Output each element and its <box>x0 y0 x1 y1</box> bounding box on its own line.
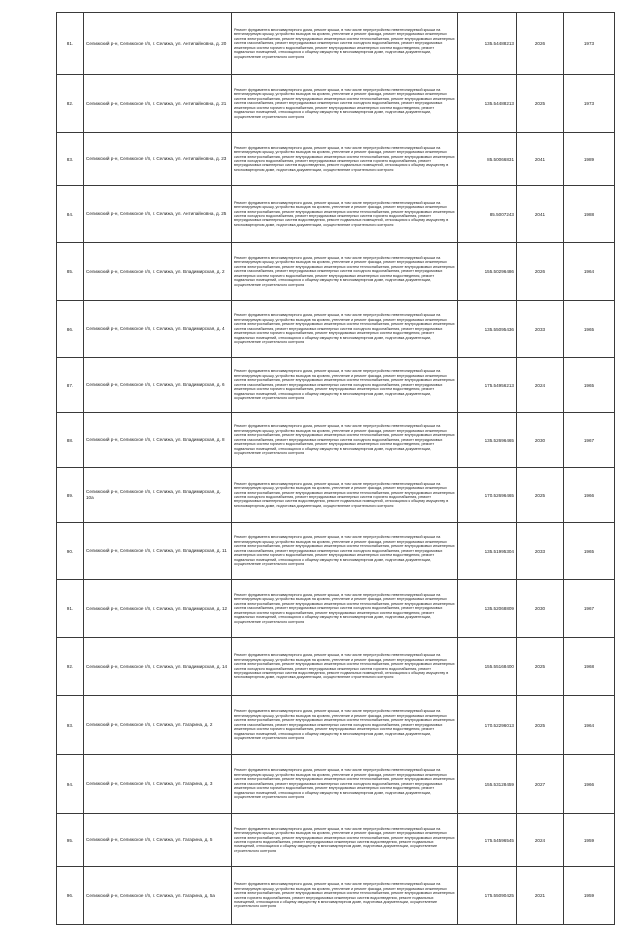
table-row <box>57 696 615 755</box>
repair-year: 2033 <box>517 301 564 358</box>
repair-works: Ремонт фундамента многоквартирного дома, ремонт крыши, в том числе переустройство невентилируемой крыши на вентилируемую крышу, устройство выходов на кровлю, утепление и ремонт фасада, ремонт внутридомовых инженерных систем электроснабжения, ремонт внутридомовых инженерных систем теплоснабжения, ремонт внутридомовых инженерных систем газоснабжения, ремонт внутридомовых инженерных систем холодного водоснабжения, ремонт внутридомовых инженерных систем горячего водоснабжения, ремонт внутридомовых инженерных систем водоотведения, ремонт подвальных помещений, относящихся к общему имуществу в многоквартирном доме, подготовка документации, осуществление строительного контроля <box>232 75 458 133</box>
row-number: 86. <box>57 301 84 358</box>
table-row <box>57 301 615 358</box>
row-number: 93. <box>57 696 84 755</box>
repair-year: 2030 <box>517 580 564 638</box>
construction-year: 1964 <box>564 696 615 755</box>
construction-year: 1966 <box>564 755 615 814</box>
construction-year: 1965 <box>564 358 615 413</box>
table-row <box>57 523 615 580</box>
repair-cost: 170.52296013 <box>458 696 517 755</box>
table-row <box>57 13 615 75</box>
repair-works: Ремонт фундамента многоквартирного дома, ремонт крыши, в том числе переустройство невентилируемой крыши на вентилируемую крышу, устройство выходов на кровлю, утепление и ремонт фасада, ремонт внутридомовых инженерных систем электроснабжения, ремонт внутридомовых инженерных систем теплоснабжения, ремонт внутридомовых инженерных систем газоснабжения, ремонт внутридомовых инженерных систем холодного водоснабжения, ремонт внутридомовых инженерных систем горячего водоснабжения, ремонт внутридомовых инженерных систем водоотведения, ремонт подвальных помещений, относящихся к общему имуществу в многоквартирном доме, подготовка документации, осуществление строительного контроля <box>232 358 458 413</box>
construction-year: 1959 <box>564 814 615 867</box>
repair-year: 2021 <box>517 867 564 925</box>
repair-year: 2025 <box>517 75 564 133</box>
house-address: Селижский р-н, Селижское г/п, г. Селижа, ул. Гагарина, д. 3 <box>84 755 232 814</box>
house-address: Селижский р-н, Селижское г/п, г. Селижа, ул. Владимирская, д. 4 <box>84 301 232 358</box>
row-number: 81. <box>57 13 84 75</box>
house-address: Селижский р-н, Селижское г/п, г. Селижа, ул. Владимирская, д. 11 <box>84 523 232 580</box>
repair-cost: 175.54596545 <box>458 814 517 867</box>
row-number: 89. <box>57 468 84 523</box>
house-address: Селижский р-н, Селижское г/п, г. Селижа, ул. Владимирская, д. 14 <box>84 638 232 696</box>
house-address: Селижский р-н, Селижское г/п, г. Селижа, ул. Гагарина, д. 2 <box>84 696 232 755</box>
repair-cost: 135.51995304 <box>458 523 517 580</box>
table-row <box>57 413 615 468</box>
repair-year: 2025 <box>517 468 564 523</box>
house-address: Селижский р-н, Селижское г/п, г. Селижа, ул. Антипайновна, д. 25 <box>84 186 232 243</box>
house-address: Селижский р-н, Селижское г/п, г. Селижа, ул. Владимирская, д. 12 <box>84 580 232 638</box>
repair-year: 2024 <box>517 814 564 867</box>
repair-works: Ремонт фундамента многоквартирного дома, ремонт крыши, в том числе переустройство невентилируемой крыши на вентилируемую крышу, устройство выходов на кровлю, утепление и ремонт фасада, ремонт внутридомовых инженерных систем электроснабжения, ремонт внутридомовых инженерных систем теплоснабжения, ремонт внутридомовых инженерных систем горячего водоснабжения, ремонт внутридомовых инженерных систем водоотведения, ремонт подвальных помещений, относящихся к общему имуществу в многоквартирном доме, подготовка документации, осуществление строительного контроля <box>232 867 458 925</box>
repair-works: Ремонт фундамента многоквартирного дома, ремонт крыши, в том числе переустройство невентилируемой крыши на вентилируемую крышу, устройство выходов на кровлю, утепление и ремонт фасада, ремонт внутридомовых инженерных систем электроснабжения, ремонт внутридомовых инженерных систем теплоснабжения, ремонт внутридомовых инженерных систем газоснабжения, ремонт внутридомовых инженерных систем холодного водоснабжения, ремонт внутридомовых инженерных систем горячего водоснабжения, ремонт внутридомовых инженерных систем водоотведения, ремонт подвальных помещений, относящихся к общему имуществу в многоквартирном доме, подготовка документации, осуществление строительного контроля <box>232 696 458 755</box>
repair-works: Ремонт фундамента многоквартирного дома, ремонт крыши, в том числе переустройство невентилируемой крыши на вентилируемую крышу, устройство выходов на кровлю, утепление и ремонт фасада, ремонт внутридомовых инженерных систем электроснабжения, ремонт внутридомовых инженерных систем теплоснабжения, ремонт внутридомовых инженерных систем холодного водоснабжения, ремонт внутридомовых инженерных систем горячего водоснабжения, ремонт внутридомовых инженерных систем водоотведения, ремонт подвальных помещений, относящихся к общему имуществу в многоквартирном доме, подготовка документации, осуществление строительного контроля <box>232 186 458 243</box>
construction-year: 1966 <box>564 468 615 523</box>
repair-year: 2041 <box>517 186 564 243</box>
repair-year: 2026 <box>517 243 564 301</box>
row-number: 87. <box>57 358 84 413</box>
repair-works: Ремонт фундамента многоквартирного дома, ремонт крыши, в том числе переустройство невентилируемой крыши на вентилируемую крышу, устройство выходов на кровлю, утепление и ремонт фасада, ремонт внутридомовых инженерных систем электроснабжения, ремонт внутридомовых инженерных систем теплоснабжения, ремонт внутридомовых инженерных систем холодного водоснабжения, ремонт внутридомовых инженерных систем горячего водоснабжения, ремонт внутридомовых инженерных систем водоотведения, ремонт подвальных помещений, относящихся к общему имуществу в многоквартирном доме, подготовка документации, осуществление строительного контроля <box>232 468 458 523</box>
house-address: Селижский р-н, Селижское г/п, г. Селижа, ул. Антипайновна, д. 23 <box>84 133 232 186</box>
construction-year: 1967 <box>564 413 615 468</box>
repair-year: 2024 <box>517 358 564 413</box>
repair-cost: 85.50066831 <box>458 133 517 186</box>
table-row <box>57 638 615 696</box>
row-number: 95. <box>57 814 84 867</box>
row-number: 90. <box>57 523 84 580</box>
house-address: Селижский р-н, Селижское г/п, г. Селижа, ул. Антипайновна, д. 20 <box>84 13 232 75</box>
table-row <box>57 75 615 133</box>
repair-works: Ремонт фундамента многоквартирного дома, ремонт крыши, в том числе переустройство невентилируемой крыши на вентилируемую крышу, устройство выходов на кровлю, утепление и ремонт фасада, ремонт внутридомовых инженерных систем электроснабжения, ремонт внутридомовых инженерных систем теплоснабжения, ремонт внутридомовых инженерных систем газоснабжения, ремонт внутридомовых инженерных систем холодного водоснабжения, ремонт внутридомовых инженерных систем горячего водоснабжения, ремонт внутридомовых инженерных систем водоотведения, ремонт подвальных помещений, относящихся к общему имуществу в многоквартирном доме, подготовка документации, осуществление строительного контроля <box>232 755 458 814</box>
table-row <box>57 133 615 186</box>
table-row <box>57 358 615 413</box>
row-number: 82. <box>57 75 84 133</box>
repair-cost: 175.55090425 <box>458 867 517 925</box>
table-row <box>57 867 615 925</box>
repair-cost: 175.54956213 <box>458 358 517 413</box>
repair-year: 2027 <box>517 755 564 814</box>
repair-works: Ремонт фундамента многоквартирного дома, ремонт крыши, в том числе переустройство невентилируемой крыши на вентилируемую крышу, устройство выходов на кровлю, утепление и ремонт фасада, ремонт внутридомовых инженерных систем электроснабжения, ремонт внутридомовых инженерных систем теплоснабжения, ремонт внутридомовых инженерных систем газоснабжения, ремонт внутридомовых инженерных систем холодного водоснабжения, ремонт внутридомовых инженерных систем горячего водоснабжения, ремонт внутридомовых инженерных систем водоотведения, ремонт подвальных помещений, относящихся к общему имуществу в многоквартирном доме, подготовка документации, осуществление строительного контроля <box>232 301 458 358</box>
repair-year: 2041 <box>517 133 564 186</box>
house-address: Селижский р-н, Селижское г/п, г. Селижа, ул. Гагарина, д. 5 <box>84 814 232 867</box>
construction-year: 1965 <box>564 523 615 580</box>
construction-year: 1965 <box>564 301 615 358</box>
table-row <box>57 243 615 301</box>
repair-cost: 155.53128459 <box>458 755 517 814</box>
house-address: Селижский р-н, Селижское г/п, г. Селижа, ул. Владимирская, д. 10а <box>84 468 232 523</box>
repair-works: Ремонт фундамента многоквартирного дома, ремонт крыши, в том числе переустройство невентилируемой крыши на вентилируемую крышу, устройство выходов на кровлю, утепление и ремонт фасада, ремонт внутридомовых инженерных систем электроснабжения, ремонт внутридомовых инженерных систем теплоснабжения, ремонт внутридомовых инженерных систем газоснабжения, ремонт внутридомовых инженерных систем холодного водоснабжения, ремонт внутридомовых инженерных систем горячего водоснабжения, ремонт внутридомовых инженерных систем водоотведения, ремонт подвальных помещений, относящихся к общему имуществу в многоквартирном доме, подготовка документации, осуществление строительного контроля <box>232 523 458 580</box>
repair-works: Ремонт фундамента многоквартирного дома, ремонт крыши, в том числе переустройство невентилируемой крыши на вентилируемую крышу, устройство выходов на кровлю, утепление и ремонт фасада, ремонт внутридомовых инженерных систем электроснабжения, ремонт внутридомовых инженерных систем теплоснабжения, ремонт внутридомовых инженерных систем газоснабжения, ремонт внутридомовых инженерных систем холодного водоснабжения, ремонт внутридомовых инженерных систем горячего водоснабжения, ремонт внутридомовых инженерных систем водоотведения, ремонт подвальных помещений, относящихся к общему имуществу в многоквартирном доме, подготовка документации, осуществление строительного контроля <box>232 13 458 75</box>
repair-cost: 135.54488213 <box>458 13 517 75</box>
table-row <box>57 814 615 867</box>
table-body <box>57 13 615 925</box>
house-address: Селижский р-н, Селижское г/п, г. Селижа, ул. Антипайновна, д. 21 <box>84 75 232 133</box>
house-address: Селижский р-н, Селижское г/п, г. Селижа, ул. Владимирская, д. 6 <box>84 358 232 413</box>
repair-cost: 135.52696465 <box>458 413 517 468</box>
row-number: 83. <box>57 133 84 186</box>
house-address: Селижский р-н, Селижское г/п, г. Селижа, ул. Гагарина, д. 5а <box>84 867 232 925</box>
repair-cost: 85.5007243 <box>458 186 517 243</box>
repair-year: 2025 <box>517 696 564 755</box>
row-number: 85. <box>57 243 84 301</box>
row-number: 92. <box>57 638 84 696</box>
row-number: 91. <box>57 580 84 638</box>
repair-cost: 135.54488213 <box>458 75 517 133</box>
table-row <box>57 755 615 814</box>
repair-works: Ремонт фундамента многоквартирного дома, ремонт крыши, в том числе переустройство невентилируемой крыши на вентилируемую крышу, устройство выходов на кровлю, утепление и ремонт фасада, ремонт внутридомовых инженерных систем электроснабжения, ремонт внутридомовых инженерных систем теплоснабжения, ремонт внутридомовых инженерных систем газоснабжения, ремонт внутридомовых инженерных систем холодного водоснабжения, ремонт внутридомовых инженерных систем горячего водоснабжения, ремонт внутридомовых инженерных систем водоотведения, ремонт подвальных помещений, относящихся к общему имуществу в многоквартирном доме, подготовка документации, осуществление строительного контроля <box>232 580 458 638</box>
repair-year: 2025 <box>517 638 564 696</box>
construction-year: 1989 <box>564 133 615 186</box>
row-number: 88. <box>57 413 84 468</box>
table-row <box>57 186 615 243</box>
construction-year: 1964 <box>564 243 615 301</box>
house-address: Селижский р-н, Селижское г/п, г. Селижа, ул. Владимирская, д. 2 <box>84 243 232 301</box>
construction-year: 1959 <box>564 867 615 925</box>
repair-cost: 135.52068809 <box>458 580 517 638</box>
repair-works: Ремонт фундамента многоквартирного дома, ремонт крыши, в том числе переустройство невентилируемой крыши на вентилируемую крышу, устройство выходов на кровлю, утепление и ремонт фасада, ремонт внутридомовых инженерных систем электроснабжения, ремонт внутридомовых инженерных систем теплоснабжения, ремонт внутридомовых инженерных систем газоснабжения, ремонт внутридомовых инженерных систем холодного водоснабжения, ремонт внутридомовых инженерных систем горячего водоснабжения, ремонт внутридомовых инженерных систем водоотведения, ремонт подвальных помещений, относящихся к общему имуществу в многоквартирном доме, подготовка документации, осуществление строительного контроля <box>232 243 458 301</box>
repair-year: 2033 <box>517 523 564 580</box>
table-row <box>57 580 615 638</box>
row-number: 84. <box>57 186 84 243</box>
repair-cost: 170.52696465 <box>458 468 517 523</box>
repair-works: Ремонт фундамента многоквартирного дома, ремонт крыши, в том числе переустройство невентилируемой крыши на вентилируемую крышу, устройство выходов на кровлю, утепление и ремонт фасада, ремонт внутридомовых инженерных систем электроснабжения, ремонт внутридомовых инженерных систем теплоснабжения, ремонт внутридомовых инженерных систем горячего водоснабжения, ремонт внутридомовых инженерных систем водоотведения, ремонт подвальных помещений, относящихся к общему имуществу в многоквартирном доме, подготовка документации, осуществление строительного контроля <box>232 814 458 867</box>
house-address: Селижский р-н, Селижское г/п, г. Селижа, ул. Владимирская, д. 8 <box>84 413 232 468</box>
repair-program-table <box>56 12 615 925</box>
construction-year: 1968 <box>564 638 615 696</box>
construction-year: 1967 <box>564 580 615 638</box>
repair-year: 2026 <box>517 13 564 75</box>
repair-cost: 155.55168400 <box>458 638 517 696</box>
repair-cost: 135.55095436 <box>458 301 517 358</box>
repair-cost: 155.50296486 <box>458 243 517 301</box>
row-number: 94. <box>57 755 84 814</box>
row-number: 96. <box>57 867 84 925</box>
table-row <box>57 468 615 523</box>
construction-year: 1973 <box>564 75 615 133</box>
repair-works: Ремонт фундамента многоквартирного дома, ремонт крыши, в том числе переустройство невентилируемой крыши на вентилируемую крышу, устройство выходов на кровлю, утепление и ремонт фасада, ремонт внутридомовых инженерных систем электроснабжения, ремонт внутридомовых инженерных систем теплоснабжения, ремонт внутридомовых инженерных систем газоснабжения, ремонт внутридомовых инженерных систем холодного водоснабжения, ремонт внутридомовых инженерных систем горячего водоснабжения, ремонт внутридомовых инженерных систем водоотведения, ремонт подвальных помещений, относящихся к общему имуществу в многоквартирном доме, подготовка документации, осуществление строительного контроля <box>232 413 458 468</box>
repair-works: Ремонт фундамента многоквартирного дома, ремонт крыши, в том числе переустройство невентилируемой крыши на вентилируемую крышу, устройство выходов на кровлю, утепление и ремонт фасада, ремонт внутридомовых инженерных систем электроснабжения, ремонт внутридомовых инженерных систем теплоснабжения, ремонт внутридомовых инженерных систем холодного водоснабжения, ремонт внутридомовых инженерных систем горячего водоснабжения, ремонт внутридомовых инженерных систем водоотведения, ремонт подвальных помещений, относящихся к общему имуществу в многоквартирном доме, подготовка документации, осуществление строительного контроля <box>232 133 458 186</box>
repair-works: Ремонт фундамента многоквартирного дома, ремонт крыши, в том числе переустройство невентилируемой крыши на вентилируемую крышу, устройство выходов на кровлю, утепление и ремонт фасада, ремонт внутридомовых инженерных систем электроснабжения, ремонт внутридомовых инженерных систем теплоснабжения, ремонт внутридомовых инженерных систем холодного водоснабжения, ремонт внутридомовых инженерных систем горячего водоснабжения, ремонт внутридомовых инженерных систем водоотведения, ремонт подвальных помещений, относящихся к общему имуществу в многоквартирном доме, подготовка документации, осуществление строительного контроля <box>232 638 458 696</box>
construction-year: 1973 <box>564 13 615 75</box>
repair-year: 2030 <box>517 413 564 468</box>
construction-year: 1988 <box>564 186 615 243</box>
